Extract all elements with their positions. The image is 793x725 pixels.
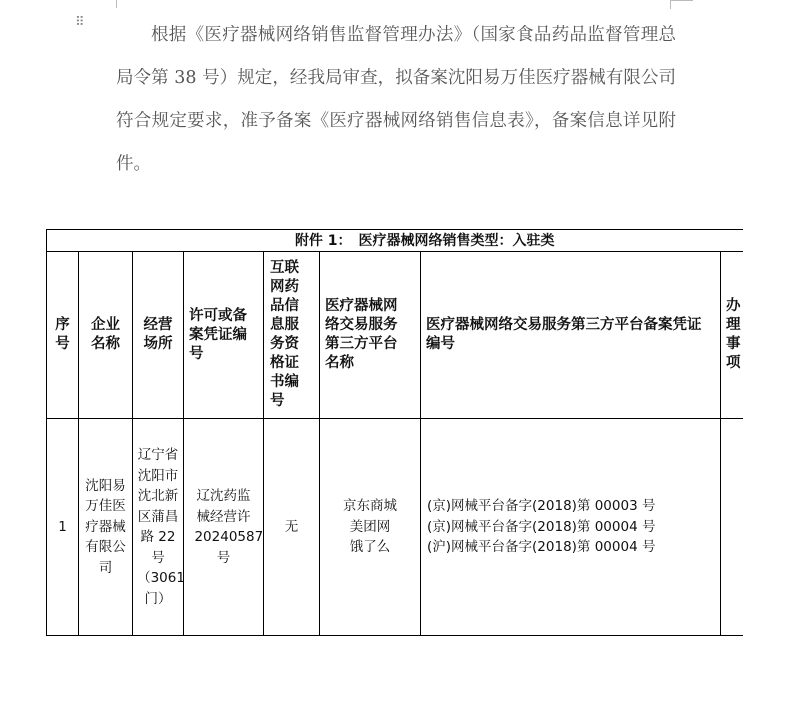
header-platform-cert: 医疗器械网络交易服务第三方平台备案凭证编号	[421, 252, 721, 419]
header-seq: 序号	[47, 252, 79, 419]
platform-cert: (京)网械平台备字(2018)第 00004 号	[427, 518, 656, 535]
drag-handle-icon[interactable]: ⠿	[75, 15, 84, 30]
cell-address: 辽宁省沈阳市沈北新区蒲昌路 22 号（3061门）	[133, 419, 184, 636]
cell-platform-names	[320, 419, 421, 636]
cell-matter	[721, 419, 743, 636]
header-license: 许可或备案凭证编号	[184, 252, 264, 419]
table-title: 附件 1： 医疗器械网络销售类型：入驻类	[47, 230, 743, 252]
cell-seq: 1	[47, 419, 79, 636]
sales-info-table	[46, 229, 743, 636]
header-address: 经营场所	[133, 252, 184, 419]
header-company: 企业名称	[79, 252, 133, 419]
platform-cert: (沪)网械平台备字(2018)第 00004 号	[427, 539, 656, 556]
platform-name: 美团网	[349, 518, 391, 535]
platform-cert: (京)网械平台备字(2018)第 00003 号	[427, 498, 656, 515]
intro-paragraph: 根据《医疗器械网络销售监督管理办法》（国家食品药品监督管理总局令第 38 号）规定，经我局审查，拟备案沈阳易万佳医疗器械有限公司符合规定要求，准予备案《医疗器械网络销售信息表》，备案信息详见附件。	[116, 25, 676, 174]
page-corner-mark-right	[670, 0, 693, 9]
platform-name: 饿了么	[349, 539, 391, 556]
table-header-row	[47, 252, 743, 419]
header-internet-cert: 互联网药品信息服务资格证书编号	[264, 252, 320, 419]
cell-company: 沈阳易万佳医疗器械有限公司	[79, 419, 133, 636]
table-row	[47, 419, 743, 636]
header-platform-name: 医疗器械网络交易服务第三方平台名称	[320, 252, 421, 419]
cell-license: 辽沈药监械经营许20240587号	[184, 419, 264, 636]
platform-name: 京东商城	[343, 498, 397, 515]
cell-platform-certs	[421, 419, 721, 636]
header-matter: 办理事项	[721, 252, 743, 419]
cell-internet-cert: 无	[264, 419, 320, 636]
page-corner-mark-left	[108, 0, 117, 8]
